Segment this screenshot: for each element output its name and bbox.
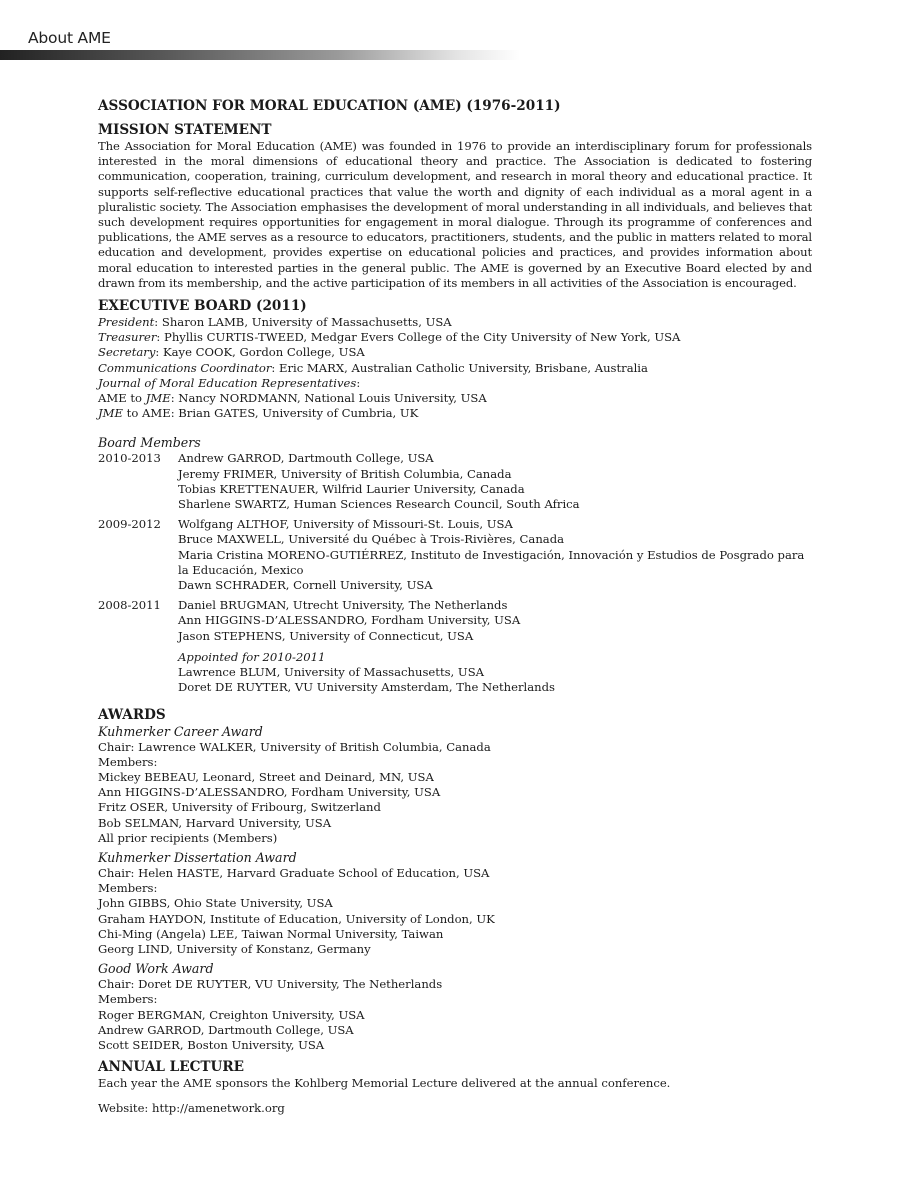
board-member: Dawn SCHRADER, Cornell University, USA [178, 578, 433, 593]
board-member: Ann HIGGINS-D’ALESSANDRO, Fordham University, USA [178, 613, 521, 628]
mission-heading: MISSION STATEMENT [98, 122, 272, 138]
award-member: Bob SELMAN, Harvard University, USA [98, 815, 332, 830]
board-term-2008-2011 [98, 598, 812, 695]
award-member: Graham HAYDON, Institute of Education, University of London, UK [98, 911, 495, 926]
award-members-label: Members: [98, 754, 158, 769]
board-members-heading: Board Members [98, 435, 201, 451]
award-member: All prior recipients (Members) [98, 830, 278, 845]
award-member: John GIBBS, Ohio State University, USA [98, 896, 333, 911]
annual-lecture-heading: ANNUAL LECTURE [98, 1059, 245, 1076]
award-chair: Chair: Helen HASTE, Harvard Graduate School of Education, USA [98, 865, 490, 880]
board-member: Daniel BRUGMAN, Utrecht University, The Netherlands [178, 598, 508, 613]
board-member: Bruce MAXWELL, Université du Québec à Trois-Rivières, Canada [178, 532, 565, 547]
term-years: 2010-2013 [98, 451, 161, 466]
award-members-label: Members: [98, 881, 158, 896]
website-link[interactable]: Website: http://amenetwork.org [98, 1101, 285, 1116]
appointed-member: Lawrence BLUM, University of Massachusetts, USA [178, 665, 485, 680]
award-name: Kuhmerker Career Award [98, 723, 263, 739]
award-member: Georg LIND, University of Konstanz, Germany [98, 941, 371, 956]
board-term-2010-2013 [98, 451, 812, 512]
award-member: Roger BERGMAN, Creighton University, USA [98, 1007, 365, 1022]
document-title: ASSOCIATION FOR MORAL EDUCATION (AME) (1976-2011) [98, 98, 561, 114]
board-member: Maria Cristina MORENO-GUTIÉRREZ, Instituto de Investigación, Innovación y Estudios de Posgrado para la Educación, Mexico [178, 547, 805, 577]
appointed-member: Doret DE RUYTER, VU University Amsterdam, The Netherlands [178, 680, 556, 695]
header-gradient-bar [0, 50, 520, 60]
term-years: 2008-2011 [98, 598, 161, 613]
annual-lecture-text: Each year the AME sponsors the Kohlberg Memorial Lecture delivered at the annual conference. [98, 1076, 671, 1091]
appointed-heading: Appointed for 2010-2011 [178, 649, 326, 664]
section-header-label: About AME [28, 29, 111, 47]
award-chair: Chair: Lawrence WALKER, University of British Columbia, Canada [98, 739, 491, 754]
award-member: Mickey BEBEAU, Leonard, Street and Deinard, MN, USA [98, 769, 434, 784]
awards-heading: AWARDS [98, 706, 166, 723]
jme-rep-1: AME to JME: Nancy NORDMANN, National Louis University, USA [98, 391, 487, 406]
award-member: Scott SEIDER, Boston University, USA [98, 1037, 325, 1052]
board-member: Jeremy FRIMER, University of British Columbia, Canada [178, 466, 512, 481]
award-chair: Chair: Doret DE RUYTER, VU University, The Netherlands [98, 977, 443, 992]
board-member: Wolfgang ALTHOF, University of Missouri-St. Louis, USA [178, 517, 513, 532]
board-member: Jason STEPHENS, University of Connecticut, USA [178, 628, 474, 643]
document-body [98, 97, 812, 1117]
award-name: Good Work Award [98, 961, 214, 977]
executive-heading: EXECUTIVE BOARD (2011) [98, 298, 307, 315]
officer-president: President: Sharon LAMB, University of Massachusetts, USA [98, 315, 452, 330]
award-name: Kuhmerker Dissertation Award [98, 849, 297, 865]
board-member: Andrew GARROD, Dartmouth College, USA [178, 451, 434, 466]
board-term-2009-2012 [98, 517, 812, 593]
term-years: 2009-2012 [98, 517, 161, 532]
award-member: Chi-Ming (Angela) LEE, Taiwan Normal University, Taiwan [98, 926, 444, 941]
board-member: Sharlene SWARTZ, Human Sciences Research Council, South Africa [178, 497, 580, 512]
mission-text: The Association for Moral Education (AME) was founded in 1976 to provide an interdisciplinary forum for professionals interested in the moral dimensions of educational theory and practice. The Association is dedicated to fostering communication, cooperation, training, curriculum development, and research in moral theory and educational practice. It supports self-reflective educational practices that value the worth and dignity of each individual as a moral agent in a pluralistic society. The Association emphasises the development of moral understanding in all individuals, and believes that such development requires opportunities for engagement in moral dialogue. Through its programme of conferences and publications, the AME serves as a resource to educators, practitioners, students, and the public in matters related to moral education and development, provides expertise on educational policies and practices, and provides information about moral education to interested parties in the general public. The AME is governed by an Executive Board elected by and drawn from its membership, and the active participation of its members in all activities of the Association is encouraged. [98, 139, 812, 290]
officer-treasurer: Treasurer: Phyllis CURTIS-TWEED, Medgar Evers College of the City University of New York, USA [98, 330, 681, 345]
jme-representatives-label: Journal of Moral Education Representatives: [98, 375, 361, 390]
award-members-label: Members: [98, 992, 158, 1007]
jme-rep-2: JME to AME: Brian GATES, University of Cumbria, UK [98, 406, 419, 421]
award-member: Andrew GARROD, Dartmouth College, USA [98, 1022, 354, 1037]
board-member: Tobias KRETTENAUER, Wilfrid Laurier University, Canada [178, 481, 525, 496]
award-member: Fritz OSER, University of Fribourg, Switzerland [98, 800, 381, 815]
officer-communications: Communications Coordinator: Eric MARX, Australian Catholic University, Brisbane, Australia [98, 360, 648, 375]
award-member: Ann HIGGINS-D’ALESSANDRO, Fordham University, USA [98, 785, 441, 800]
officer-secretary: Secretary: Kaye COOK, Gordon College, USA [98, 345, 365, 360]
